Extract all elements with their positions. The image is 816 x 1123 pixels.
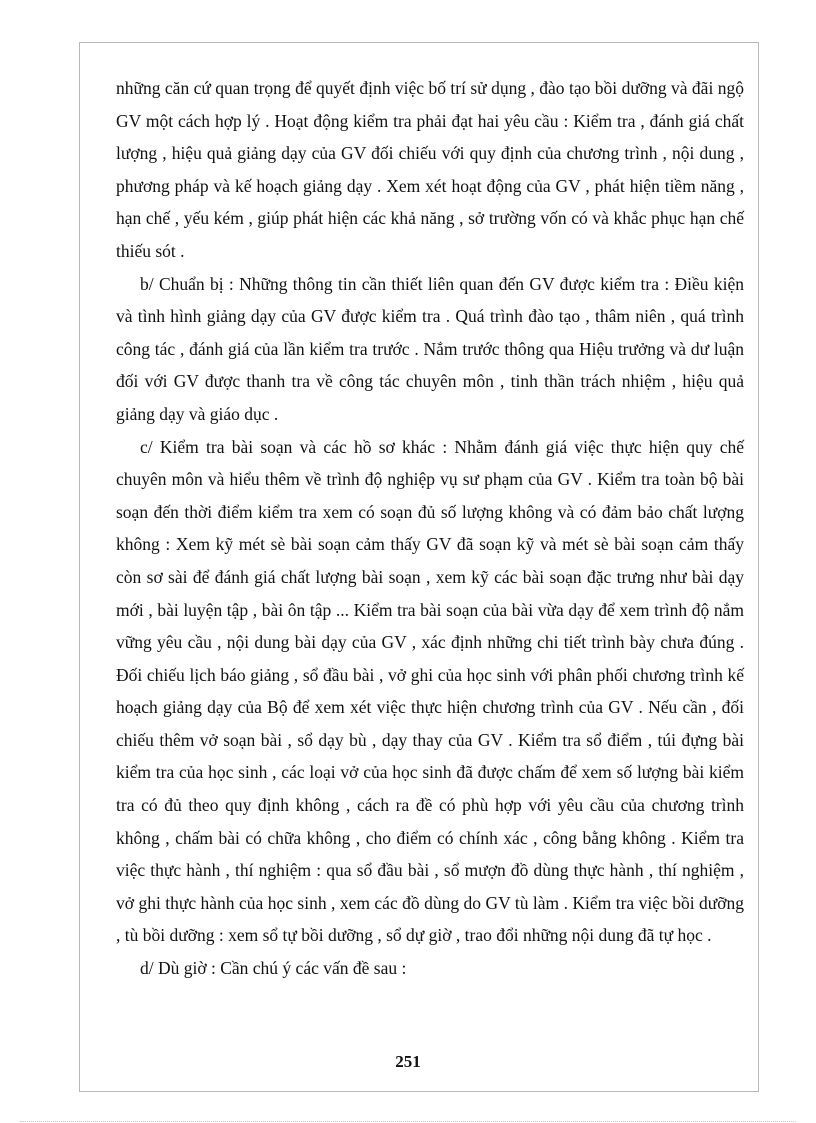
paragraph-lesson-plan-check: c/ Kiểm tra bài soạn và các hồ sơ khác : Nhằm đánh giá việc thực hiện quy chế chuyên môn và hiểu thêm về trình độ nghiệp vụ sư phạm của GV . Kiểm tra toàn bộ bài soạn đến thời điểm kiểm tra xem có soạn đủ số lượng không và có đảm bảo chất lượng không : Xem kỹ mét sè bài soạn cảm thấy GV đã soạn kỹ và mét sè bài soạn cảm thấy còn sơ sài để đánh giá chất lượng bài soạn , xem kỹ các bài soạn đặc trưng như bài dạy mới , bài luyện tập , bài ôn tập ... Kiểm tra bài soạn của bài vừa dạy để xem trình độ nắm vững yêu cầu , nội dung bài dạy của GV , xác định những chi tiết trình bày chưa đúng . Đối chiếu lịch báo giảng , sổ đầu bài , vở ghi của học sinh với phân phối chương trình kế hoạch giảng dạy của Bộ để xem xét việc thực hiện chương trình của GV . Nếu cần , đối chiếu thêm vở soạn bài , sổ dạy bù , dạy thay của GV . Kiểm tra sổ điểm , túi đựng bài kiểm tra của học sinh , các loại vở của học sinh đã được chấm để xem số lượng bài kiểm tra có đủ theo quy định không , cách ra đề có phù hợp với yêu cầu của chương trình không , chấm bài có chữa không , cho điểm có chính xác , công bằng không . Kiểm tra việc thực hành , thí nghiệm : qua sổ đầu bài , sổ mượn đồ dùng thực hành , thí nghiệm , vở ghi thực hành của học sinh , xem các đồ dùng do GV tù làm . Kiểm tra việc bồi dưỡng , tù bồi dưỡng : xem sổ tự bồi dưỡng , sổ dự giờ , trao đổi những nội dung đã tự học . <box>116 436 744 946</box>
paragraph-class-observation: d/ Dù giờ : Cần chú ý các vấn đề sau : <box>140 958 407 979</box>
page-number: 251 <box>395 1052 421 1071</box>
paragraph-continuation: những căn cứ quan trọng để quyết định việc bố trí sử dụng , đào tạo bồi dưỡng và đãi ngộ GV một cách hợp lý . Hoạt động kiểm tra phải đạt hai yêu cầu : Kiểm tra , đánh giá chất lượng , hiệu quả giảng dạy của GV đối chiếu với quy định của chương trình , nội dung , phương pháp và kế hoạch giảng dạy . Xem xét hoạt động của GV , phát hiện tiềm năng , hạn chế , yếu kém , giúp phát hiện các khả năng , sở trường vốn có và khắc phục hạn chế thiếu sót . <box>116 78 744 261</box>
paragraph-preparation: b/ Chuẩn bị : Những thông tin cần thiết liên quan đến GV được kiểm tra : Điều kiện và tình hình giảng dạy của GV được kiểm tra . Quá trình đào tạo , thâm niên , quá trình công tác , đánh giá của lần kiểm tra trước . Nắm trước thông qua Hiệu trưởng và dư luận đối với GV được thanh tra về công tác chuyên môn , tinh thần trách nhiệm , hiệu quả giảng dạy và giáo dục . <box>116 273 744 424</box>
document-body <box>116 72 744 985</box>
page-bottom-divider <box>20 1121 796 1122</box>
